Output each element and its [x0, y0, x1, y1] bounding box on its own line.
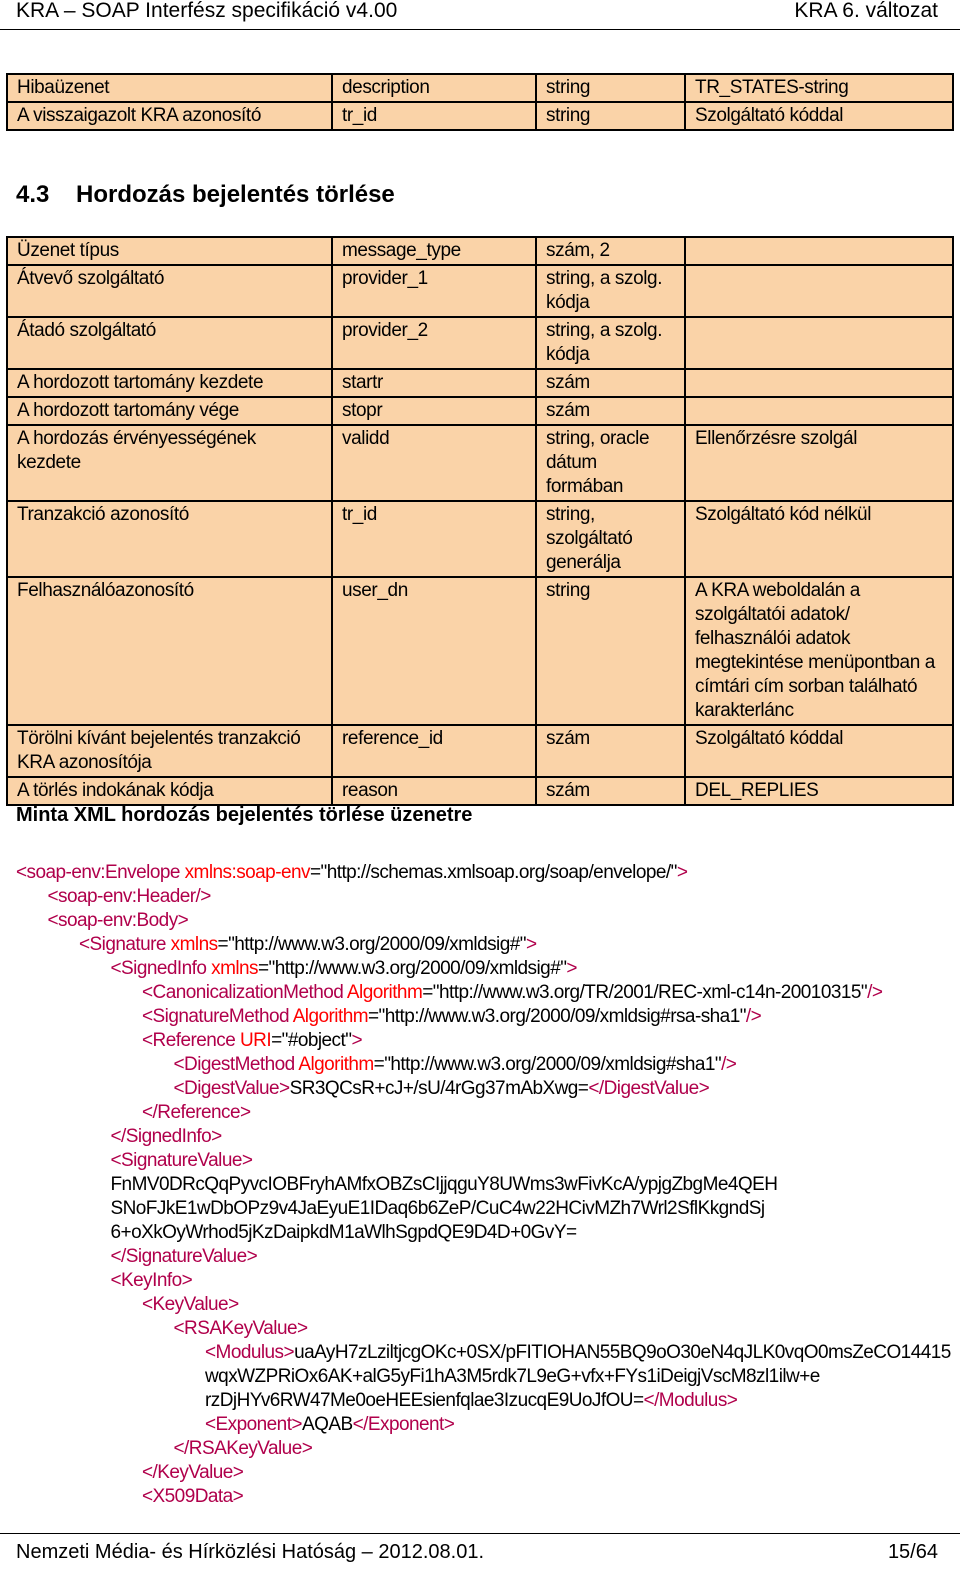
xml-token: xmlns [211, 958, 259, 979]
table-cell: stopr [332, 397, 536, 425]
xml-token: <Signature [79, 934, 171, 955]
xml-line [16, 1293, 946, 1317]
table-cell: Átadó szolgáltató [7, 317, 332, 369]
table-cell: A törlés indokának kódja [7, 777, 332, 805]
page-number: 15/64 [887, 1541, 938, 1563]
xml-token: > [351, 1030, 362, 1051]
xml-token: </Reference> [142, 1102, 251, 1123]
table-cell: Felhasználóazonosító [7, 577, 332, 725]
xml-token: ="http://www.w3.org/2000/09/xmldsig#" [258, 958, 567, 979]
table-cell: string, oracle dátum formában [536, 425, 685, 501]
xml-token: ="http://www.w3.org/2000/09/xmldsig#" [217, 934, 526, 955]
table-cell: reason [332, 777, 536, 805]
table-row [7, 369, 953, 397]
table-cell: provider_2 [332, 317, 536, 369]
document-title: KRA – SOAP Interfész specifikáció v4.00 [16, 0, 398, 22]
page-footer [0, 1533, 960, 1575]
xml-token: ="http://www.w3.org/TR/2001/REC-xml-c14n-20010315" [422, 982, 868, 1003]
xml-token: Algorithm [346, 982, 423, 1003]
xml-line [16, 909, 946, 933]
xml-token: <KeyInfo> [110, 1270, 193, 1291]
table-cell: validd [332, 425, 536, 501]
table-cell: Szolgáltató kóddal [685, 725, 953, 777]
xml-line [16, 1461, 946, 1485]
table-cell: string [536, 102, 685, 130]
xml-token: <soap-env:Envelope [16, 862, 185, 883]
xml-token: AQAB [301, 1414, 353, 1435]
xml-token: wqxWZPRiOx6AK+alG5yFi1hA3M5rdk7L9eG+vfx+FYs1iDeigjVscM8zl1ilw+e [205, 1366, 820, 1387]
xml-token: /> [867, 982, 883, 1003]
table-cell [685, 317, 953, 369]
xml-line [16, 861, 946, 885]
xml-token: > [676, 862, 688, 883]
footer-rule [0, 1533, 960, 1534]
sample-xml-heading: Minta XML hordozás bejelentés törlése üzenetre [16, 804, 473, 826]
section-heading [16, 181, 395, 209]
xml-token: /> [745, 1006, 762, 1027]
header-rule [0, 29, 960, 30]
xml-token: </SignedInfo> [110, 1126, 222, 1147]
xml-token: <RSAKeyValue> [173, 1318, 308, 1339]
table-row [7, 397, 953, 425]
xml-line [16, 981, 946, 1005]
table-cell: szám [536, 369, 685, 397]
table-row [7, 237, 953, 265]
table-cell [685, 237, 953, 265]
table-cell: tr_id [332, 501, 536, 577]
table-row [7, 265, 953, 317]
xml-line [16, 957, 946, 981]
table-cell: Üzenet típus [7, 237, 332, 265]
xml-token: FnMV0DRcQqPyvcIOBFryhAMfxOBZsCIjjqguY8UWms3wFivKcA/ypjgZbgMe4QEH [110, 1174, 778, 1195]
xml-token: > [525, 934, 537, 955]
table-cell: string, szolgáltató generálja [536, 501, 685, 577]
table-cell: Törölni kívánt bejelentés tranzakció KRA azonosítója [7, 725, 332, 777]
table-cell: A hordozás érvényességének kezdete [7, 425, 332, 501]
xml-line [16, 1197, 946, 1221]
xml-token: rzDjHYv6RW47Me0oeHEEsienfqlae3IzucqE9UoJfOU= [205, 1390, 644, 1411]
xml-line [16, 1125, 946, 1149]
section-title: Hordozás bejelentés törlése [76, 181, 395, 208]
table-cell [685, 265, 953, 317]
table-cell: szám, 2 [536, 237, 685, 265]
xml-line [16, 1485, 946, 1509]
xml-token: </KeyValue> [142, 1462, 244, 1483]
table-cell: provider_1 [332, 265, 536, 317]
xml-token: 6+oXkOyWrhod5jKzDaipkdM1aWlhSgpdQE9D4D+0GvY= [110, 1222, 577, 1243]
xml-line [16, 1149, 946, 1173]
table-row [7, 577, 953, 725]
table-cell: startr [332, 369, 536, 397]
xml-line [16, 1221, 946, 1245]
xml-token: <SignedInfo [110, 958, 212, 979]
xml-token: </Exponent> [352, 1414, 455, 1435]
xml-token: <DigestValue> [173, 1078, 290, 1099]
table-cell: message_type [332, 237, 536, 265]
table-cell: szám [536, 725, 685, 777]
xml-token: ="#object" [271, 1030, 352, 1051]
table-cell: A KRA weboldalán a szolgáltatói adatok/ felhasználói adatok megtekintése menüpontban a címtári cím sorban található karakterlánc [685, 577, 953, 725]
table-row [7, 501, 953, 577]
xml-line [16, 1077, 946, 1101]
xml-token: <soap-env:Header/> [47, 886, 211, 907]
table-cell: Hibaüzenet [7, 74, 332, 102]
xml-line [16, 1101, 946, 1125]
table-cell: A hordozott tartomány vége [7, 397, 332, 425]
table-cell [685, 369, 953, 397]
xml-token: ="http://www.w3.org/2000/09/xmldsig#rsa-sha1" [368, 1006, 746, 1027]
xml-line [16, 1389, 946, 1413]
xml-line [16, 1317, 946, 1341]
xml-token: </RSAKeyValue> [173, 1438, 313, 1459]
table-cell: string [536, 74, 685, 102]
document-version: KRA 6. változat [794, 0, 938, 22]
xml-token: <SignatureMethod [142, 1006, 293, 1027]
xml-token: URI [240, 1030, 272, 1051]
xml-line [16, 1269, 946, 1293]
table-cell: A hordozott tartomány kezdete [7, 369, 332, 397]
table-row [7, 425, 953, 501]
table-cell: DEL_REPLIES [685, 777, 953, 805]
table-row [7, 777, 953, 805]
table-cell: description [332, 74, 536, 102]
table-cell: A visszaigazolt KRA azonosító [7, 102, 332, 130]
xml-line [16, 1005, 946, 1029]
xml-token: <X509Data> [142, 1486, 244, 1507]
table-cell [685, 397, 953, 425]
table-cell: string [536, 577, 685, 725]
table-cell: szám [536, 397, 685, 425]
xml-token: Algorithm [298, 1054, 374, 1075]
xml-token: <Modulus> [205, 1342, 295, 1363]
xml-token: > [566, 958, 577, 979]
table-cell: Szolgáltató kóddal [685, 102, 953, 130]
xml-line [16, 1341, 951, 1365]
xml-line [16, 1245, 946, 1269]
table-cell: user_dn [332, 577, 536, 725]
xml-token: xmlns [170, 934, 218, 955]
xml-line [16, 933, 946, 957]
xml-token: </SignatureValue> [110, 1246, 258, 1267]
xml-token: </Modulus> [643, 1390, 738, 1411]
xml-line [16, 1053, 946, 1077]
xml-line [16, 1413, 946, 1437]
xml-token: <DigestMethod [173, 1054, 299, 1075]
xml-line [16, 1173, 946, 1197]
xml-token: SR3QCsR+cJ+/sU/4rGg37mAbXwg= [289, 1078, 589, 1099]
table-row [7, 102, 953, 130]
table-cell: tr_id [332, 102, 536, 130]
table-cell: string, a szolg. kódja [536, 317, 685, 369]
xml-token: </DigestValue> [588, 1078, 710, 1099]
xml-token: ="http://www.w3.org/2000/09/xmldsig#sha1" [373, 1054, 722, 1075]
xml-token: <CanonicalizationMethod [142, 982, 347, 1003]
xml-line [16, 1437, 946, 1461]
footer-organization: Nemzeti Média- és Hírközlési Hatóság – 2012.08.01. [16, 1541, 485, 1563]
xml-token: /> [721, 1054, 737, 1075]
table-cell: TR_STATES-string [685, 74, 953, 102]
xml-token: <SignatureValue> [110, 1150, 253, 1171]
xml-token: SNoFJkE1wDbOPz9v4JaEyuE1IDaq6b6ZeP/CuC4w22HCivMZh7Wrl2SflKkgndSj [110, 1198, 765, 1219]
xml-code-sample [16, 861, 951, 1509]
xml-line [16, 1029, 946, 1053]
table-cell: Ellenőrzésre szolgál [685, 425, 953, 501]
table-cell: Tranzakció azonosító [7, 501, 332, 577]
xml-line [16, 885, 946, 909]
table-cell: szám [536, 777, 685, 805]
table-cell: Átvevő szolgáltató [7, 265, 332, 317]
page-header [0, 0, 960, 34]
xml-token: Algorithm [292, 1006, 368, 1027]
table-row [7, 317, 953, 369]
xml-token: <Reference [142, 1030, 240, 1051]
table-cell: string, a szolg. kódja [536, 265, 685, 317]
table-cell: Szolgáltató kód nélkül [685, 501, 953, 577]
field-table-response [6, 73, 954, 131]
xml-token: ="http://schemas.xmlsoap.org/soap/envelope/" [309, 862, 677, 883]
xml-token: <Exponent> [205, 1414, 302, 1435]
field-table-cancel-request [6, 236, 954, 806]
table-row [7, 725, 953, 777]
xml-token: <KeyValue> [142, 1294, 239, 1315]
xml-token: xmlns:soap-env [184, 862, 310, 883]
table-row [7, 74, 953, 102]
section-number: 4.3 [16, 181, 50, 208]
xml-token: uaAyH7zLziltjcgOKc+0SX/pFITIOHAN55BQ9oO30eN4qJLK0vqO0msZeCO14415 [294, 1342, 951, 1363]
table-cell: reference_id [332, 725, 536, 777]
xml-line [16, 1365, 946, 1389]
xml-token: <soap-env:Body> [47, 910, 189, 931]
